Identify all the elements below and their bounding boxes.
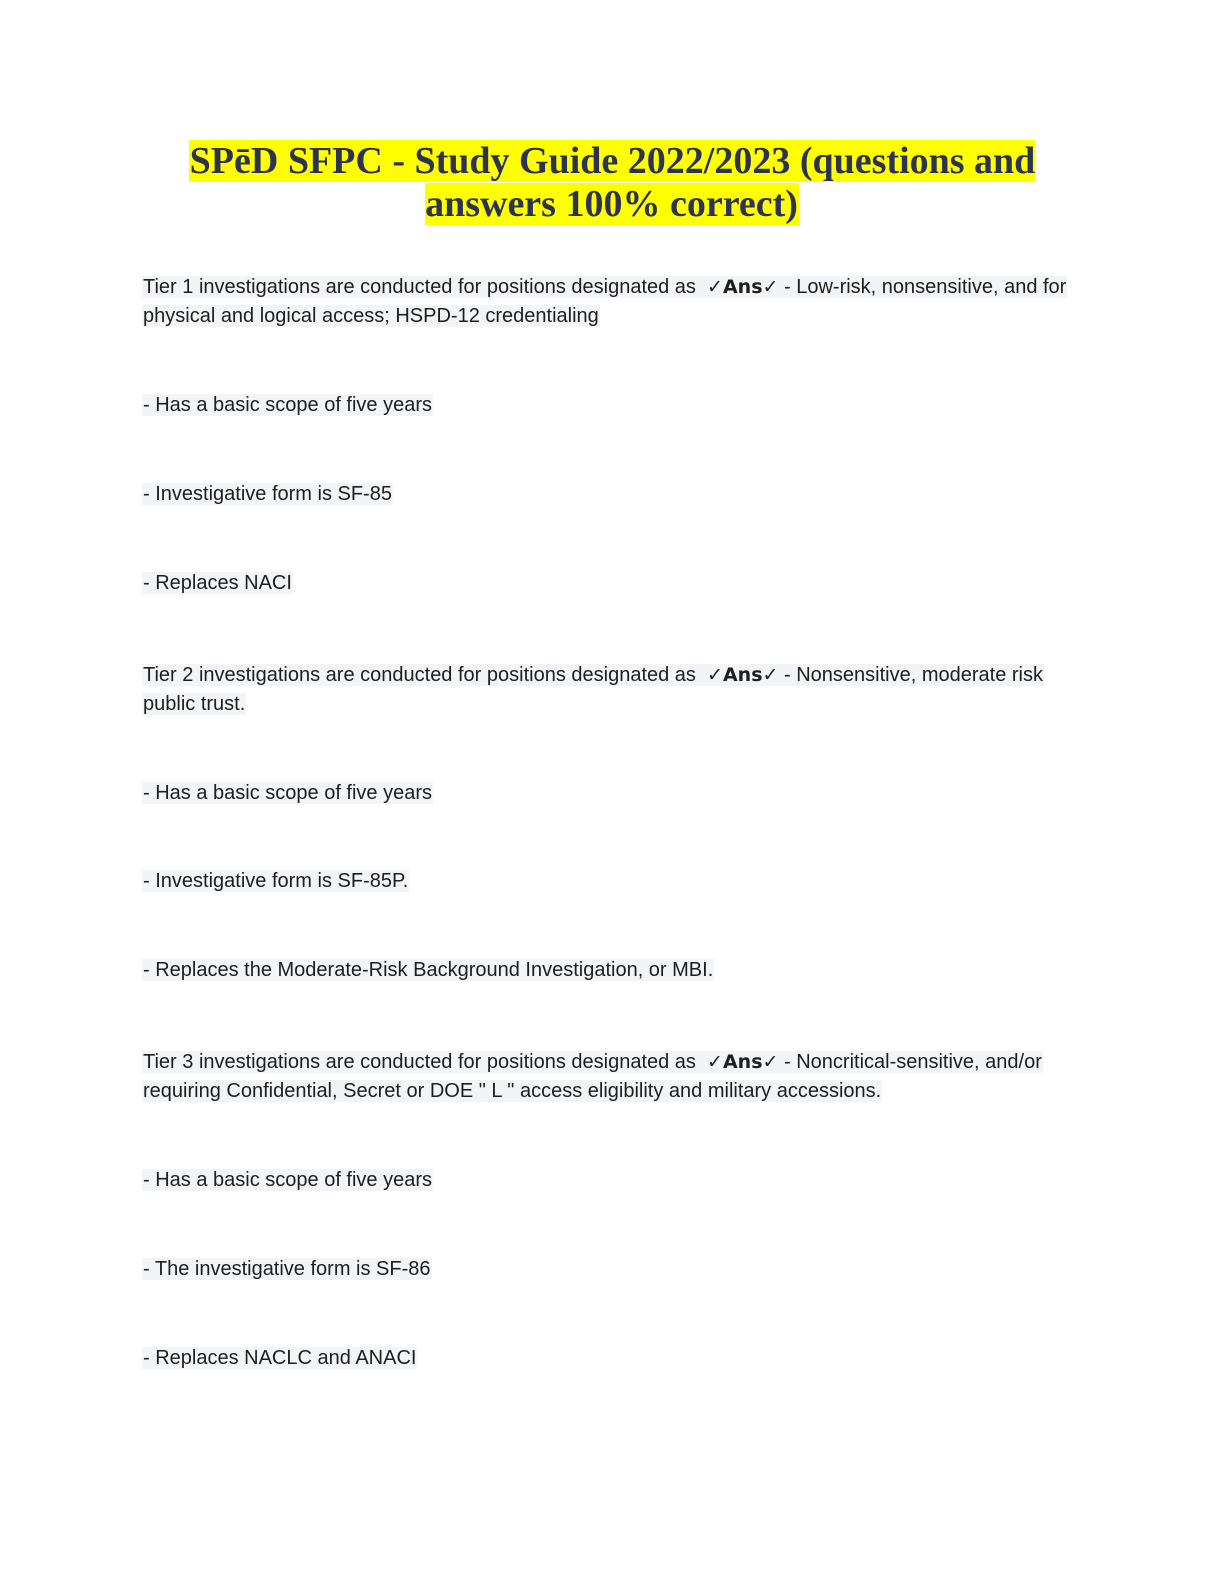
bullet-item: - Replaces NACI: [143, 572, 292, 594]
question-tier-1: [142, 273, 1082, 331]
bullet-item: - Replaces the Moderate-Risk Background Investigation, or MBI.: [143, 959, 714, 981]
answer-text: - Low-risk, nonsensitive, and for physical and logical access; HSPD-12 credentialing: [143, 276, 1067, 327]
document-title: [140, 140, 1084, 226]
bullet-item: - Investigative form is SF-85: [143, 483, 392, 505]
answer-marker: ✓Ans✓: [707, 1051, 779, 1073]
answer-text: - Nonsensitive, moderate risk public trust.: [143, 664, 1043, 715]
question-text: Tier 1 investigations are conducted for positions designated as: [143, 276, 696, 298]
answer-marker: ✓Ans✓: [707, 664, 779, 686]
title-highlight: SPēD SFPC - Study Guide 2022/2023 (questions and answers 100% correct): [189, 140, 1036, 225]
question-tier-3: [142, 1048, 1082, 1106]
question-text: Tier 2 investigations are conducted for positions designated as: [143, 664, 696, 686]
bullet-item: - Has a basic scope of five years: [143, 782, 433, 804]
answer-marker: ✓Ans✓: [707, 276, 779, 298]
bullet-item: - Has a basic scope of five years: [143, 1169, 433, 1191]
question-tier-2: [142, 661, 1082, 719]
bullet-item: - The investigative form is SF-86: [143, 1258, 431, 1280]
question-text: Tier 3 investigations are conducted for positions designated as: [143, 1051, 696, 1073]
bullet-item: - Investigative form is SF-85P.: [143, 870, 409, 892]
answer-text: - Noncritical-sensitive, and/or requiring Confidential, Secret or DOE " L " access eligibility and military accessions.: [143, 1051, 1042, 1102]
bullet-item: - Has a basic scope of five years: [143, 394, 433, 416]
bullet-item: - Replaces NACLC and ANACI: [143, 1347, 417, 1369]
